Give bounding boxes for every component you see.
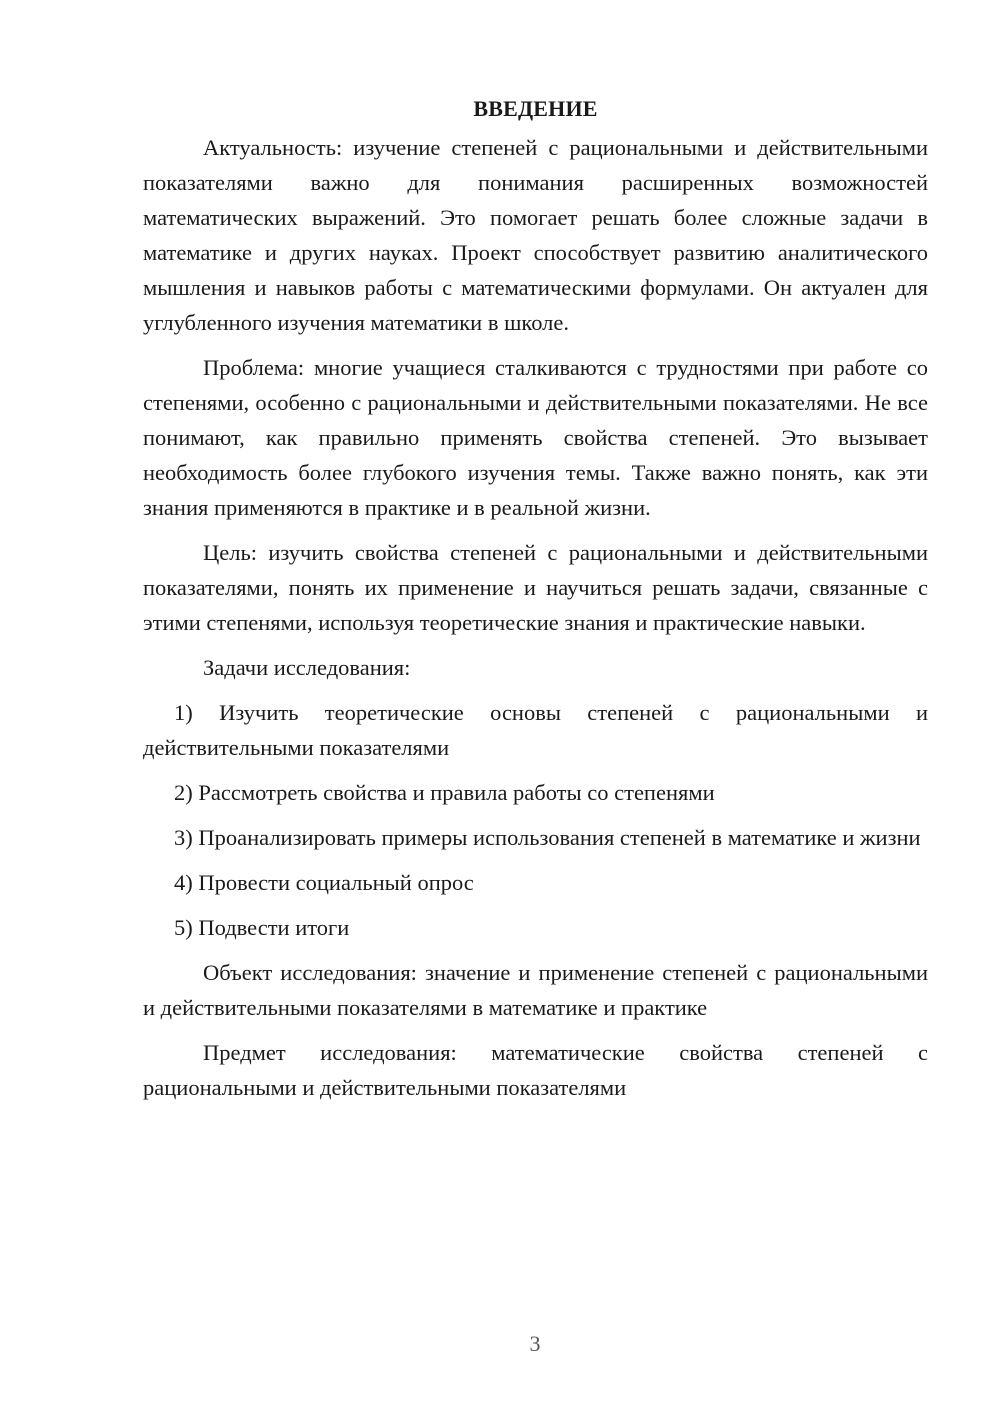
page-title: ВВЕДЕНИЕ <box>473 96 598 121</box>
goal-paragraph: Цель: изучить свойства степеней с рациональными и действительными показателями, понять их применение и научиться решать задачи, связанные с этими степенями, используя теоретические знания и практические навыки. <box>143 540 928 635</box>
task-item-5: 5) Подвести итоги <box>174 915 350 940</box>
tasks-heading: Задачи исследования: <box>203 655 411 680</box>
task-item-4: 4) Провести социальный опрос <box>174 870 474 895</box>
subject-paragraph: Предмет исследования: математические свойства степеней с рациональными и действительными показателями <box>143 1040 928 1100</box>
task-item-2: 2) Рассмотреть свойства и правила работы со степенями <box>174 780 715 805</box>
object-paragraph: Объект исследования: значение и применение степеней с рациональными и действительными показателями в математике и практике <box>143 960 928 1020</box>
page-number: 3 <box>529 1331 541 1356</box>
relevance-paragraph: Актуальность: изучение степеней с рациональными и действительными показателями важно для понимания расширенных возможностей математических выражений. Это помогает решать более сложные задачи в математике и других науках. Проект способствует развитию аналитического мышления и навыков работы с математическими формулами. Он актуален для углубленного изучения математики в школе. <box>143 135 928 335</box>
task-item-1: 1) Изучить теоретические основы степеней с рациональными и действительными показателями <box>143 700 928 760</box>
page-content <box>143 90 928 1105</box>
task-item-3: 3) Проанализировать примеры использования степеней в математике и жизни <box>174 825 921 850</box>
problem-paragraph: Проблема: многие учащиеся сталкиваются с трудностями при работе со степенями, особенно с рациональными и действительными показателями. Не все понимают, как правильно применять свойства степеней. Это вызывает необходимость более глубокого изучения темы. Также важно понять, как эти знания применяются в практике и в реальной жизни. <box>143 355 928 520</box>
